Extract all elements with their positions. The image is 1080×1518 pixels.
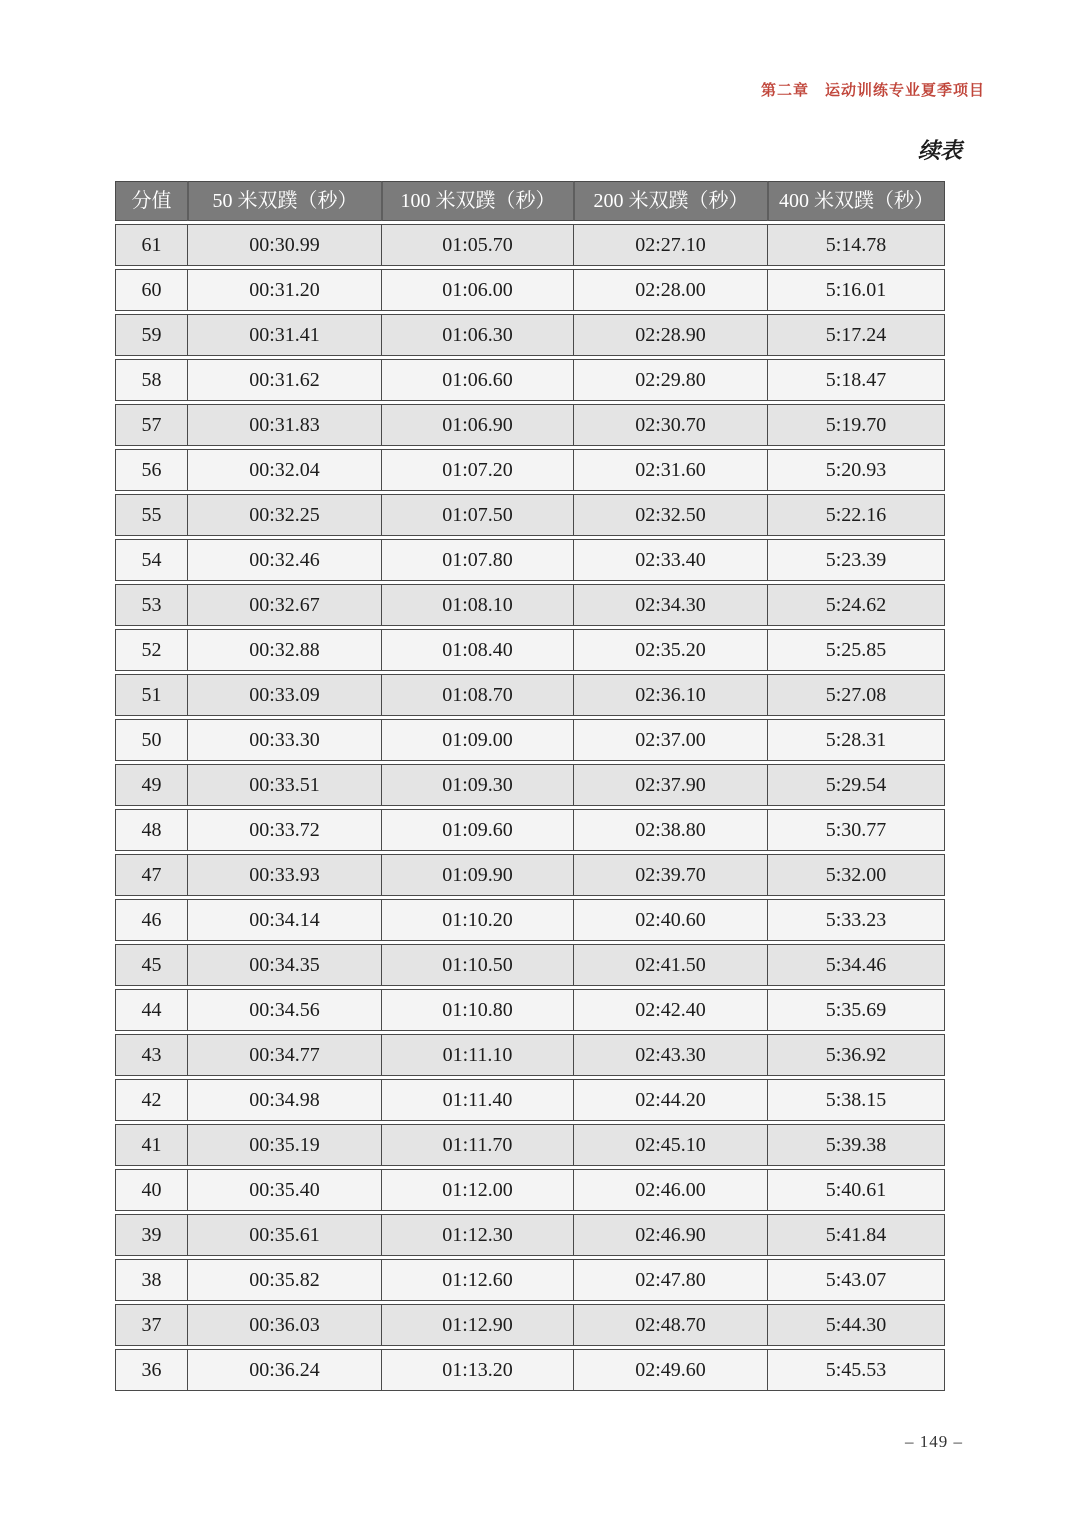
time-cell: 01:09.00 [381, 719, 573, 761]
score-cell: 40 [115, 1169, 187, 1211]
time-cell: 00:33.51 [187, 764, 381, 806]
score-cell: 36 [115, 1349, 187, 1391]
time-cell: 01:10.20 [381, 899, 573, 941]
time-cell: 00:34.56 [187, 989, 381, 1031]
time-cell: 02:36.10 [573, 674, 767, 716]
score-cell: 46 [115, 899, 187, 941]
table-row [115, 809, 945, 851]
table-row [115, 494, 945, 536]
time-cell: 01:09.30 [381, 764, 573, 806]
time-cell: 02:41.50 [573, 944, 767, 986]
time-cell: 5:32.00 [767, 854, 945, 896]
table-row [115, 1349, 945, 1391]
score-cell: 45 [115, 944, 187, 986]
time-cell: 5:16.01 [767, 269, 945, 311]
time-cell: 01:08.40 [381, 629, 573, 671]
time-cell: 01:11.40 [381, 1079, 573, 1121]
time-cell: 02:47.80 [573, 1259, 767, 1301]
column-header: 400 米双蹼（秒） [767, 181, 945, 221]
time-cell: 00:31.20 [187, 269, 381, 311]
table-row [115, 539, 945, 581]
table-row [115, 899, 945, 941]
time-cell: 00:33.72 [187, 809, 381, 851]
table-row [115, 224, 945, 266]
time-cell: 00:31.83 [187, 404, 381, 446]
time-cell: 5:35.69 [767, 989, 945, 1031]
score-cell: 41 [115, 1124, 187, 1166]
time-cell: 00:31.41 [187, 314, 381, 356]
score-table [115, 178, 945, 1394]
time-cell: 02:49.60 [573, 1349, 767, 1391]
time-cell: 02:46.90 [573, 1214, 767, 1256]
time-cell: 02:31.60 [573, 449, 767, 491]
time-cell: 5:29.54 [767, 764, 945, 806]
time-cell: 5:22.16 [767, 494, 945, 536]
score-cell: 54 [115, 539, 187, 581]
time-cell: 02:33.40 [573, 539, 767, 581]
table-row [115, 944, 945, 986]
score-cell: 37 [115, 1304, 187, 1346]
time-cell: 5:19.70 [767, 404, 945, 446]
time-cell: 01:12.30 [381, 1214, 573, 1256]
time-cell: 5:17.24 [767, 314, 945, 356]
time-cell: 02:38.80 [573, 809, 767, 851]
time-cell: 00:34.14 [187, 899, 381, 941]
time-cell: 02:28.00 [573, 269, 767, 311]
time-cell: 02:30.70 [573, 404, 767, 446]
time-cell: 5:25.85 [767, 629, 945, 671]
score-cell: 60 [115, 269, 187, 311]
time-cell: 5:40.61 [767, 1169, 945, 1211]
time-cell: 5:41.84 [767, 1214, 945, 1256]
time-cell: 02:42.40 [573, 989, 767, 1031]
time-cell: 00:31.62 [187, 359, 381, 401]
time-cell: 5:39.38 [767, 1124, 945, 1166]
time-cell: 02:37.00 [573, 719, 767, 761]
time-cell: 02:37.90 [573, 764, 767, 806]
time-cell: 00:34.77 [187, 1034, 381, 1076]
time-cell: 5:18.47 [767, 359, 945, 401]
time-cell: 00:35.82 [187, 1259, 381, 1301]
time-cell: 00:32.46 [187, 539, 381, 581]
time-cell: 01:05.70 [381, 224, 573, 266]
table-row [115, 764, 945, 806]
score-cell: 50 [115, 719, 187, 761]
chapter-header: 第二章 运动训练专业夏季项目 [760, 83, 985, 99]
time-cell: 00:32.67 [187, 584, 381, 626]
table-header-row [115, 181, 945, 221]
table-row [115, 1169, 945, 1211]
time-cell: 00:35.61 [187, 1214, 381, 1256]
time-cell: 02:35.20 [573, 629, 767, 671]
column-header: 50 米双蹼（秒） [187, 181, 381, 221]
table-row [115, 1259, 945, 1301]
score-cell: 49 [115, 764, 187, 806]
time-cell: 01:11.70 [381, 1124, 573, 1166]
score-cell: 48 [115, 809, 187, 851]
time-cell: 5:34.46 [767, 944, 945, 986]
page-number: – 149 – [905, 1432, 963, 1451]
table-row [115, 1304, 945, 1346]
time-cell: 01:08.10 [381, 584, 573, 626]
time-cell: 00:33.93 [187, 854, 381, 896]
table-row [115, 719, 945, 761]
time-cell: 01:12.00 [381, 1169, 573, 1211]
time-cell: 02:27.10 [573, 224, 767, 266]
time-cell: 5:20.93 [767, 449, 945, 491]
time-cell: 01:09.90 [381, 854, 573, 896]
column-header: 200 米双蹼（秒） [573, 181, 767, 221]
time-cell: 02:48.70 [573, 1304, 767, 1346]
time-cell: 00:30.99 [187, 224, 381, 266]
time-cell: 02:44.20 [573, 1079, 767, 1121]
time-cell: 02:43.30 [573, 1034, 767, 1076]
table-row [115, 359, 945, 401]
time-cell: 02:32.50 [573, 494, 767, 536]
score-cell: 44 [115, 989, 187, 1031]
time-cell: 01:11.10 [381, 1034, 573, 1076]
score-cell: 39 [115, 1214, 187, 1256]
time-cell: 00:36.24 [187, 1349, 381, 1391]
score-cell: 51 [115, 674, 187, 716]
table-row [115, 404, 945, 446]
time-cell: 00:34.35 [187, 944, 381, 986]
time-cell: 02:39.70 [573, 854, 767, 896]
time-cell: 5:45.53 [767, 1349, 945, 1391]
score-cell: 55 [115, 494, 187, 536]
table-row [115, 314, 945, 356]
continued-table-label: 续表 [917, 138, 962, 163]
time-cell: 5:14.78 [767, 224, 945, 266]
time-cell: 01:07.20 [381, 449, 573, 491]
time-cell: 5:43.07 [767, 1259, 945, 1301]
time-cell: 01:06.90 [381, 404, 573, 446]
table-row [115, 1034, 945, 1076]
score-cell: 57 [115, 404, 187, 446]
score-cell: 61 [115, 224, 187, 266]
time-cell: 02:45.10 [573, 1124, 767, 1166]
score-cell: 53 [115, 584, 187, 626]
score-cell: 38 [115, 1259, 187, 1301]
time-cell: 5:33.23 [767, 899, 945, 941]
table-row [115, 854, 945, 896]
table-row [115, 1124, 945, 1166]
time-cell: 01:10.80 [381, 989, 573, 1031]
time-cell: 01:07.50 [381, 494, 573, 536]
table-row [115, 449, 945, 491]
time-cell: 01:07.80 [381, 539, 573, 581]
score-cell: 47 [115, 854, 187, 896]
time-cell: 02:34.30 [573, 584, 767, 626]
time-cell: 01:06.00 [381, 269, 573, 311]
time-cell: 00:32.25 [187, 494, 381, 536]
time-cell: 5:36.92 [767, 1034, 945, 1076]
time-cell: 5:44.30 [767, 1304, 945, 1346]
column-header: 100 米双蹼（秒） [381, 181, 573, 221]
time-cell: 5:24.62 [767, 584, 945, 626]
score-cell: 52 [115, 629, 187, 671]
table-row [115, 1079, 945, 1121]
time-cell: 00:32.04 [187, 449, 381, 491]
time-cell: 01:12.60 [381, 1259, 573, 1301]
time-cell: 01:08.70 [381, 674, 573, 716]
column-header: 分值 [115, 181, 187, 221]
time-cell: 01:06.30 [381, 314, 573, 356]
time-cell: 5:30.77 [767, 809, 945, 851]
time-cell: 5:23.39 [767, 539, 945, 581]
time-cell: 01:06.60 [381, 359, 573, 401]
time-cell: 5:28.31 [767, 719, 945, 761]
time-cell: 00:32.88 [187, 629, 381, 671]
time-cell: 02:28.90 [573, 314, 767, 356]
time-cell: 00:36.03 [187, 1304, 381, 1346]
time-cell: 5:27.08 [767, 674, 945, 716]
score-cell: 59 [115, 314, 187, 356]
table-row [115, 989, 945, 1031]
table-row [115, 584, 945, 626]
table-row [115, 269, 945, 311]
time-cell: 00:34.98 [187, 1079, 381, 1121]
table-row [115, 629, 945, 671]
time-cell: 00:33.30 [187, 719, 381, 761]
time-cell: 02:40.60 [573, 899, 767, 941]
time-cell: 5:38.15 [767, 1079, 945, 1121]
time-cell: 00:35.40 [187, 1169, 381, 1211]
table-row [115, 1214, 945, 1256]
time-cell: 01:10.50 [381, 944, 573, 986]
score-cell: 42 [115, 1079, 187, 1121]
time-cell: 02:29.80 [573, 359, 767, 401]
score-cell: 58 [115, 359, 187, 401]
time-cell: 00:33.09 [187, 674, 381, 716]
time-cell: 01:12.90 [381, 1304, 573, 1346]
time-cell: 01:09.60 [381, 809, 573, 851]
time-cell: 01:13.20 [381, 1349, 573, 1391]
table-row [115, 674, 945, 716]
score-cell: 43 [115, 1034, 187, 1076]
score-cell: 56 [115, 449, 187, 491]
time-cell: 02:46.00 [573, 1169, 767, 1211]
time-cell: 00:35.19 [187, 1124, 381, 1166]
